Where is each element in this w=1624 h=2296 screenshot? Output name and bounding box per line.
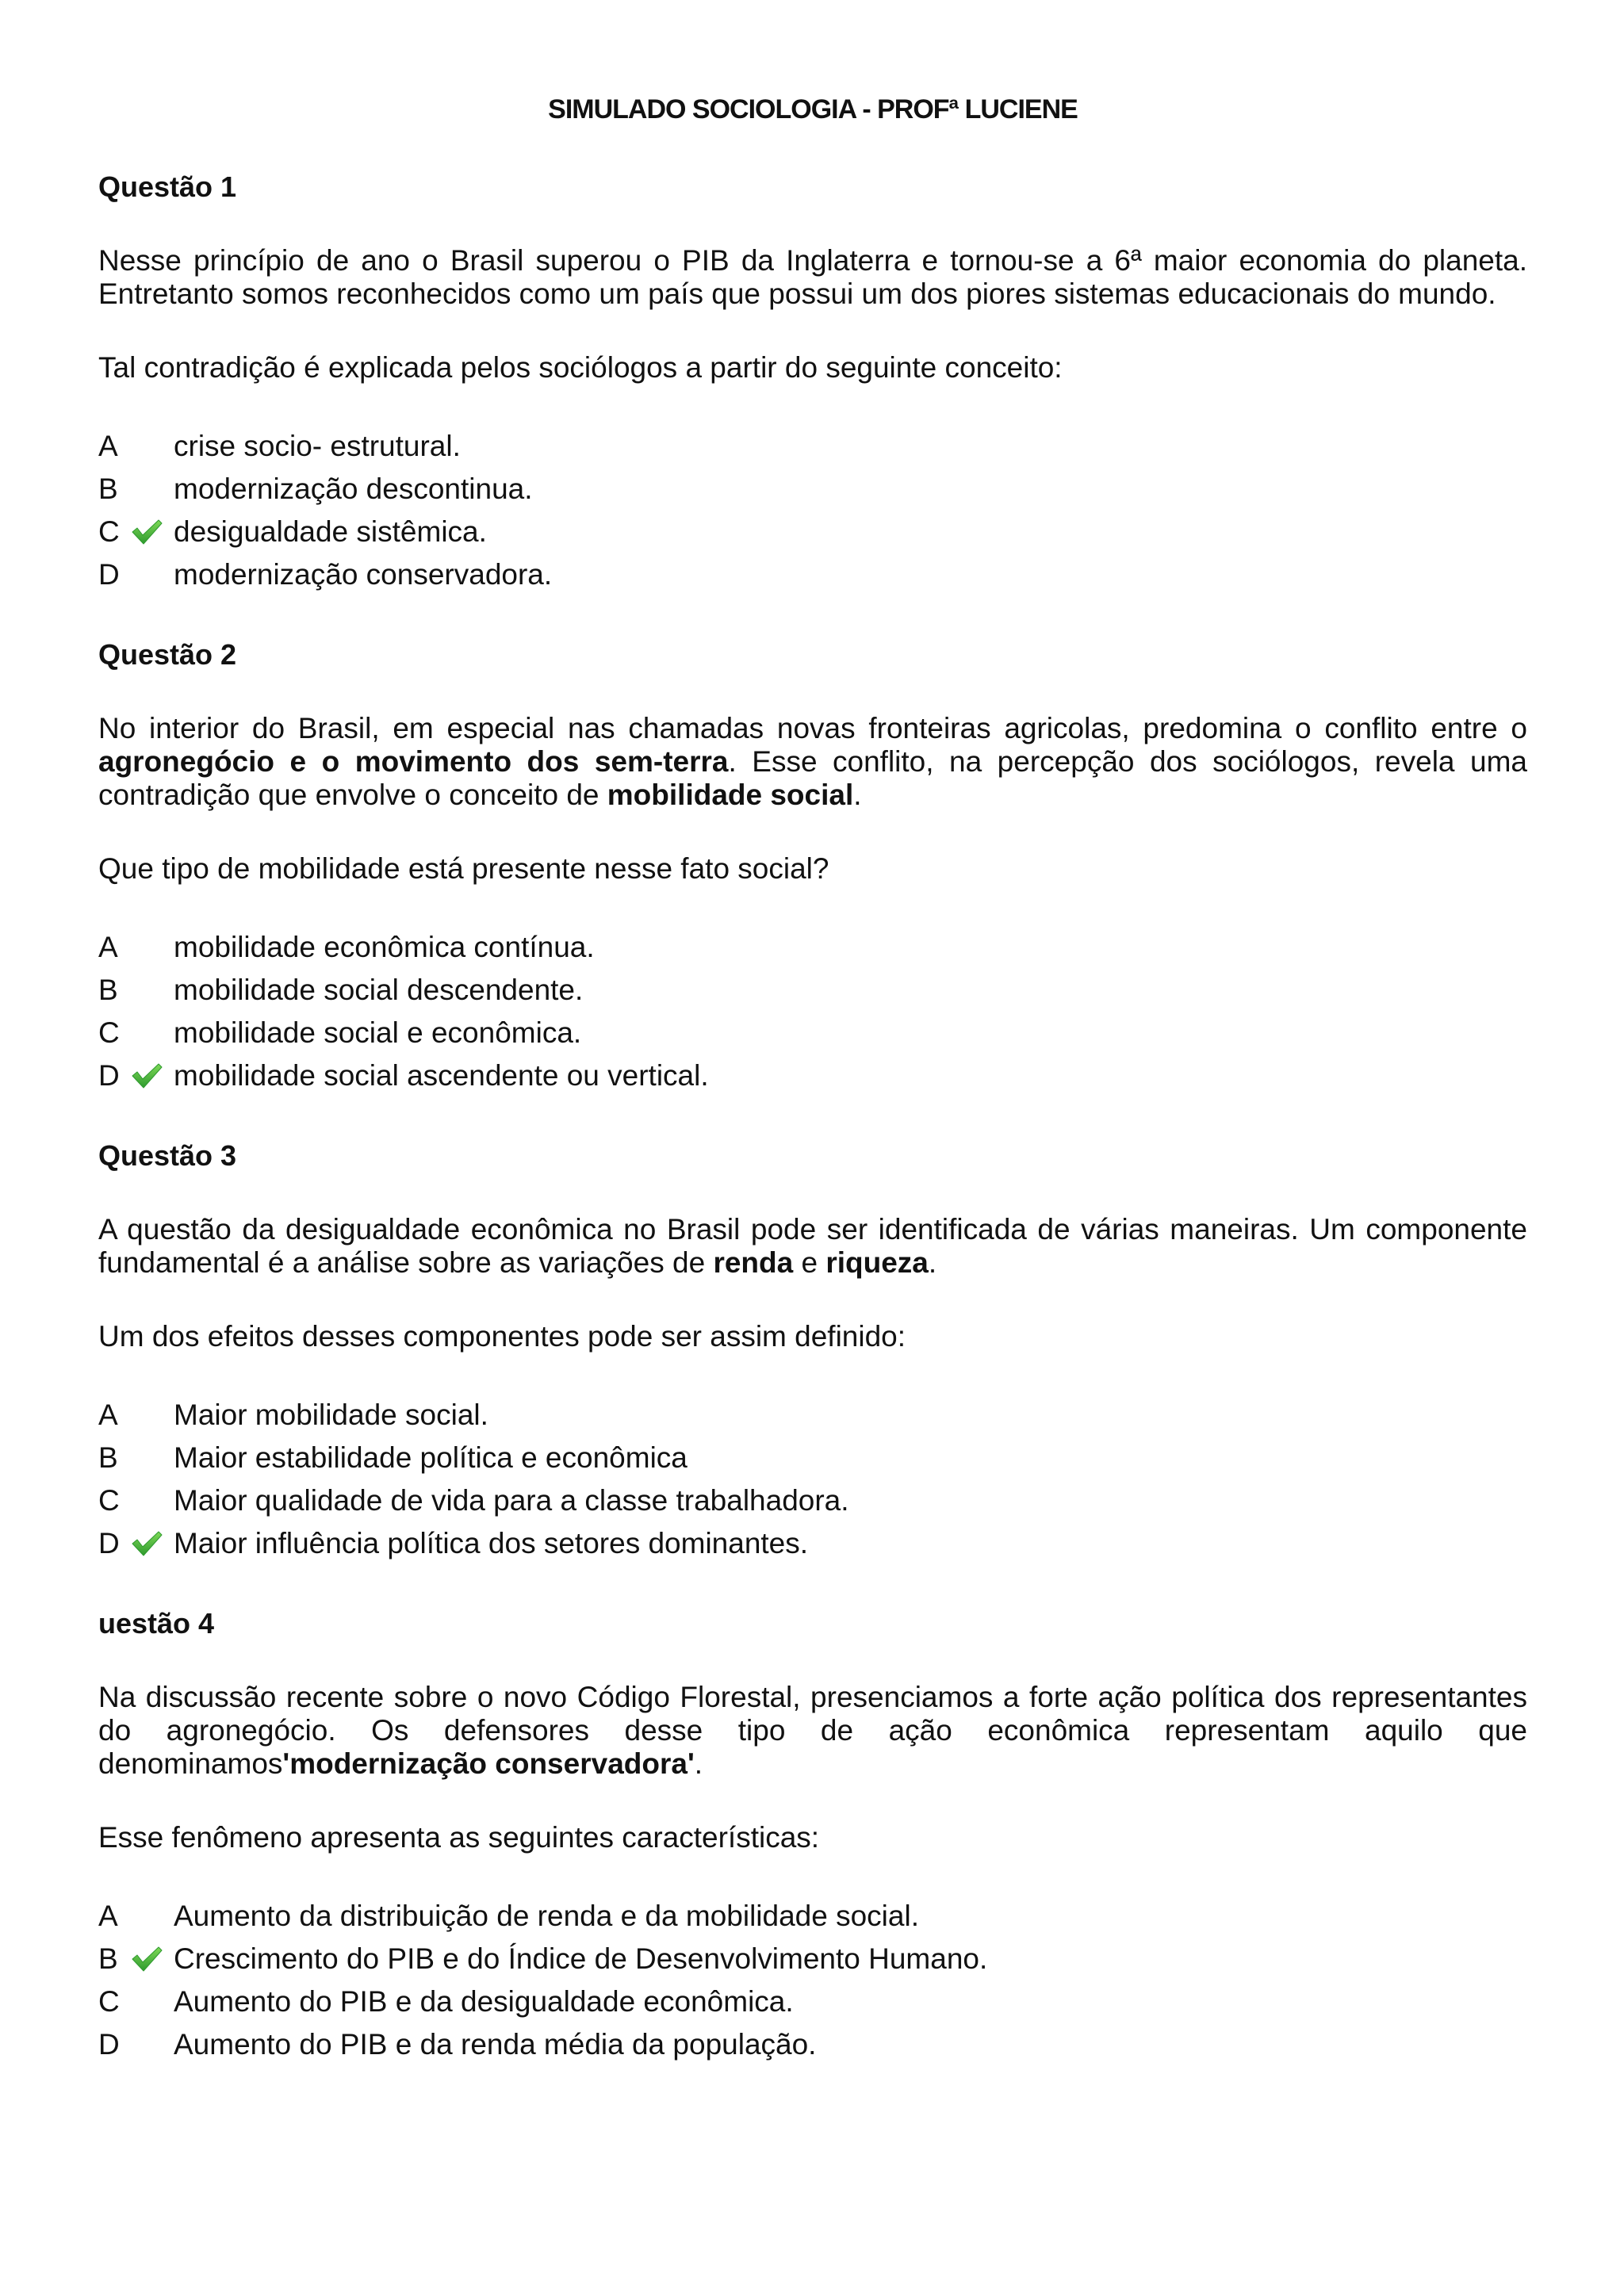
- option-text: Maior qualidade de vida para a classe trabalhadora.: [174, 1484, 849, 1517]
- option-letter: C: [98, 515, 120, 548]
- answer-option-b: [98, 1938, 1527, 1980]
- statement-text: Na discussão recente sobre o novo Código Florestal, presenciamos a forte ação política dos representantes do agronegócio. Os defensores desse tipo de ação econômica representam aquilo que denominamos: [98, 1681, 1527, 1780]
- answer-option-a: [98, 425, 1527, 468]
- option-letter: D: [98, 1059, 120, 1092]
- emphasized-term: riqueza: [825, 1246, 929, 1279]
- option-text: Maior influência política dos setores dominantes.: [174, 1527, 809, 1559]
- answer-option-c: [98, 511, 1527, 553]
- answer-option-d: [98, 1522, 1527, 1565]
- emphasized-term: 'modernização conservadora': [282, 1747, 695, 1780]
- option-text: Aumento da distribuição de renda e da mobilidade social.: [174, 1900, 919, 1932]
- option-letter: A: [98, 1900, 118, 1932]
- question-heading: Questão 1: [98, 170, 237, 203]
- question-prompt: Tal contradição é explicada pelos sociólogos a partir do seguinte conceito:: [98, 351, 1063, 384]
- answer-option-b: [98, 1437, 1527, 1479]
- checkmark-icon: [130, 1945, 163, 1973]
- option-letter: D: [98, 1527, 120, 1559]
- statement-text: A questão da desigualdade econômica no Brasil pode ser identificada de várias maneiras. Um componente fundamental é a análise sobre as variações de: [98, 1213, 1527, 1279]
- emphasized-term: agronegócio e o movimento dos sem-terra: [98, 745, 729, 778]
- question-statement: [98, 244, 1527, 311]
- question-heading: Questão 3: [98, 1139, 237, 1172]
- answer-options: [98, 926, 1527, 1097]
- option-letter: A: [98, 1399, 118, 1431]
- question-prompt: Um dos efeitos desses componentes pode ser assim definido:: [98, 1320, 906, 1353]
- answer-option-a: [98, 1895, 1527, 1938]
- emphasized-term: renda: [713, 1246, 794, 1279]
- answer-option-c: [98, 1479, 1527, 1522]
- answer-option-b: [98, 969, 1527, 1012]
- option-text: modernização conservadora.: [174, 558, 553, 591]
- option-text: mobilidade social e econômica.: [174, 1016, 582, 1049]
- answer-options: [98, 1394, 1527, 1565]
- answer-option-d: [98, 553, 1527, 596]
- option-text: crise socio- estrutural.: [174, 430, 461, 462]
- statement-text: Nesse princípio de ano o Brasil superou o PIB da Inglaterra e tornou-se a 6ª maior economia do planeta. Entretanto somos reconhecidos como um país que possui um dos piores sistemas educacionais do mundo.: [98, 244, 1527, 310]
- option-letter: C: [98, 1016, 120, 1049]
- option-text: Aumento do PIB e da desigualdade econômica.: [174, 1985, 794, 2018]
- answer-option-a: [98, 926, 1527, 969]
- option-text: Maior mobilidade social.: [174, 1399, 488, 1431]
- answer-options: [98, 1895, 1527, 2066]
- question-statement: [98, 712, 1527, 812]
- question-4: [98, 1606, 1527, 2066]
- answer-option-a: [98, 1394, 1527, 1437]
- statement-text: .: [694, 1747, 703, 1780]
- option-text: mobilidade econômica contínua.: [174, 931, 595, 963]
- statement-text: .: [928, 1246, 937, 1279]
- option-letter: A: [98, 931, 118, 963]
- answer-option-c: [98, 1012, 1527, 1054]
- answer-option-d: [98, 1054, 1527, 1097]
- option-letter: B: [98, 473, 118, 505]
- question-prompt: Esse fenômeno apresenta as seguintes características:: [98, 1821, 820, 1854]
- answer-option-d: [98, 2023, 1527, 2066]
- option-text: Crescimento do PIB e do Índice de Desenvolvimento Humano.: [174, 1942, 988, 1975]
- option-letter: D: [98, 2028, 120, 2061]
- checkmark-icon: [130, 1529, 163, 1558]
- answer-option-c: [98, 1980, 1527, 2023]
- option-text: Aumento do PIB e da renda média da população.: [174, 2028, 817, 2061]
- statement-text: No interior do Brasil, em especial nas chamadas novas fronteiras agricolas, predomina o conflito entre o: [98, 712, 1527, 744]
- option-letter: A: [98, 430, 118, 462]
- option-text: mobilidade social descendente.: [174, 974, 584, 1006]
- document-page: [98, 94, 1527, 2107]
- option-letter: B: [98, 1942, 118, 1975]
- option-letter: D: [98, 558, 120, 591]
- checkmark-icon: [130, 518, 163, 546]
- option-letter: C: [98, 1484, 120, 1517]
- option-text: mobilidade social ascendente ou vertical.: [174, 1059, 709, 1092]
- question-1: [98, 170, 1527, 596]
- statement-text: e: [793, 1246, 826, 1279]
- answer-options: [98, 425, 1527, 596]
- question-list: [98, 170, 1527, 2066]
- document-title: SIMULADO SOCIOLOGIA - PROFª LUCIENE: [548, 94, 1078, 124]
- question-3: [98, 1138, 1527, 1565]
- option-text: desigualdade sistêmica.: [174, 515, 487, 548]
- emphasized-term: mobilidade social: [607, 779, 854, 811]
- option-letter: B: [98, 1441, 118, 1474]
- option-text: modernização descontinua.: [174, 473, 533, 505]
- question-heading: Questão 2: [98, 638, 237, 671]
- statement-text: .: [853, 779, 862, 811]
- answer-option-b: [98, 468, 1527, 511]
- option-letter: C: [98, 1985, 120, 2018]
- statement-text: . Esse conflito, na percepção dos sociólogos, revela uma contradição que envolve o conceito de: [98, 745, 1527, 811]
- question-heading: uestão 4: [98, 1607, 215, 1640]
- question-prompt: Que tipo de mobilidade está presente nesse fato social?: [98, 852, 829, 885]
- question-statement: [98, 1213, 1527, 1280]
- checkmark-icon: [130, 1062, 163, 1090]
- option-letter: B: [98, 974, 118, 1006]
- question-2: [98, 637, 1527, 1097]
- option-text: Maior estabilidade política e econômica: [174, 1441, 688, 1474]
- question-statement: [98, 1681, 1527, 1781]
